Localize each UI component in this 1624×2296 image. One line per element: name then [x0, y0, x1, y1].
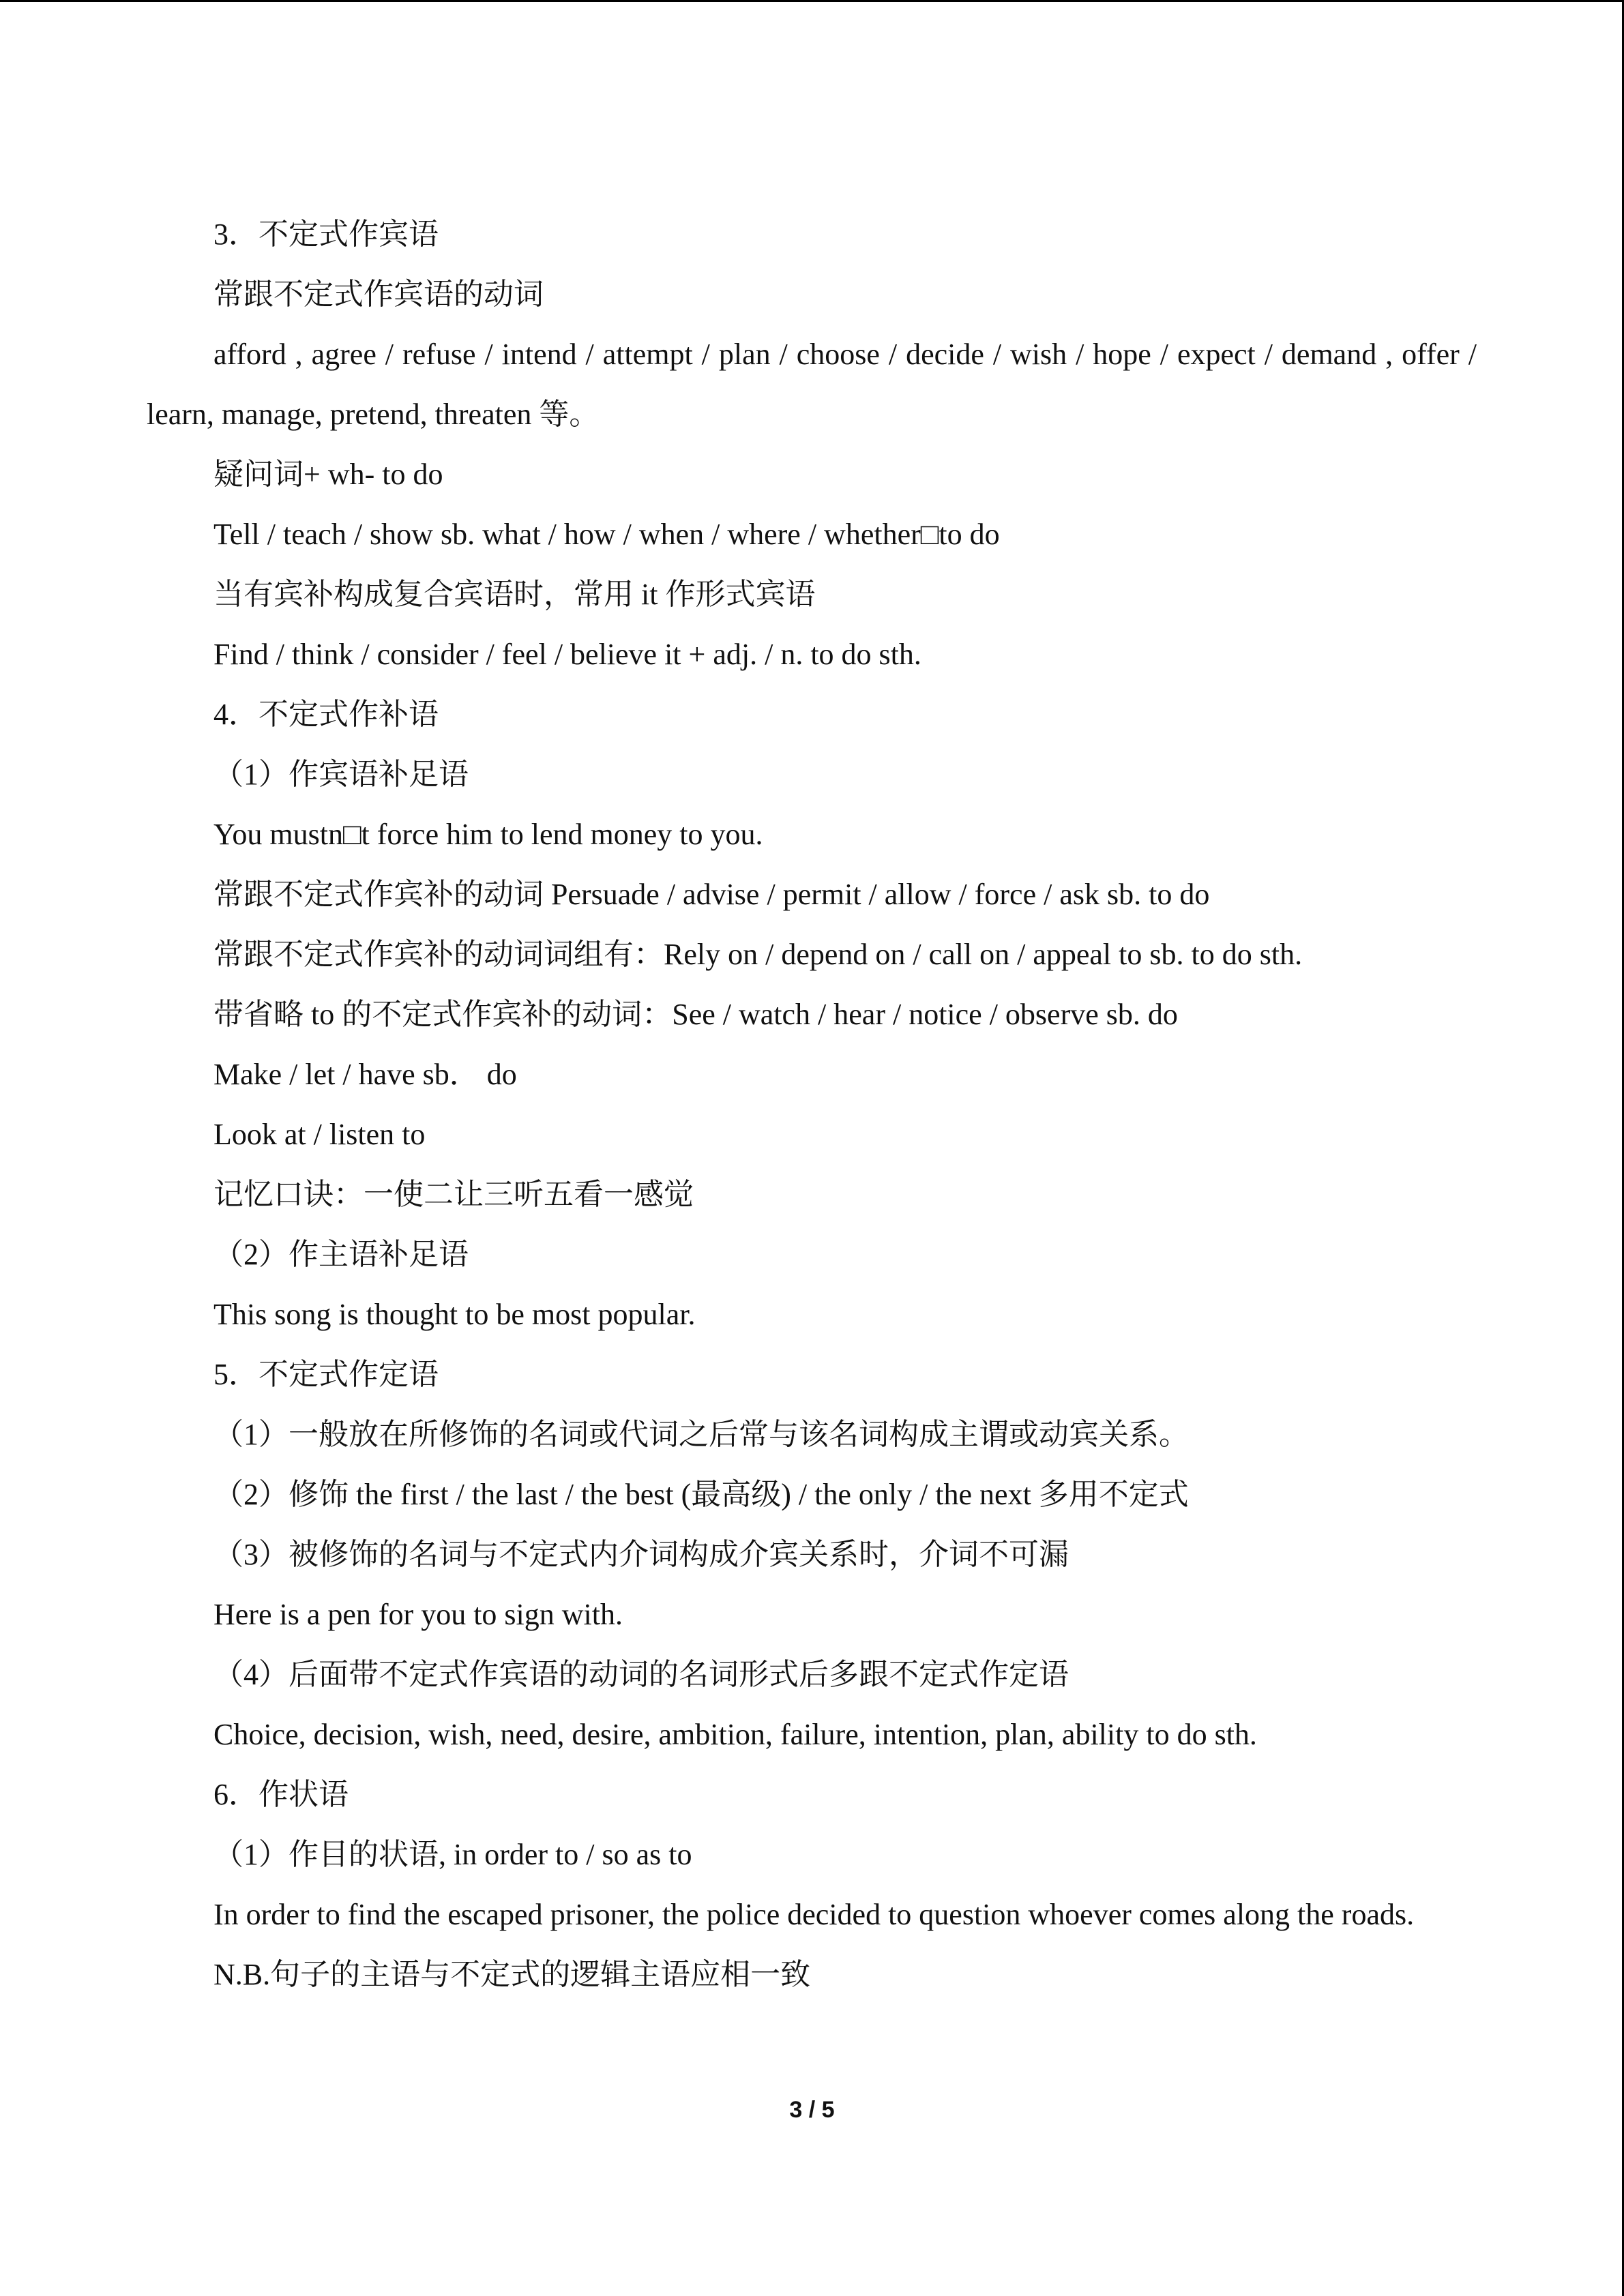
- subheading: （1）作宾语补足语: [213, 758, 469, 791]
- document-body: [147, 205, 1477, 2005]
- heading-infinitive-as-attribute: 5．不定式作定语: [213, 1358, 439, 1391]
- example-sentence: This song is thought to be most popular.: [213, 1298, 696, 1331]
- top-border-line: [0, 0, 1624, 2]
- heading-infinitive-as-adverbial: 6．作状语: [213, 1778, 349, 1811]
- subheading: （1）一般放在所修饰的名词或代词之后常与该名词构成主谓或动宾关系。: [213, 1418, 1189, 1451]
- subheading: （4）后面带不定式作宾语的动词的名词形式后多跟不定式作定语: [213, 1658, 1069, 1691]
- text-line: 当有宾补构成复合宾语时，常用 it 作形式宾语: [213, 578, 816, 611]
- subheading: （1）作目的状语, in order to / so as to: [213, 1838, 692, 1871]
- text-line: 疑问词+ wh- to do: [213, 458, 443, 491]
- text-line: 常跟不定式作宾语的动词: [213, 278, 544, 311]
- example-sentence: You mustn□t force him to lend money to you.: [213, 818, 763, 851]
- text-line: Look at / listen to: [213, 1118, 426, 1151]
- subheading: （3）被修饰的名词与不定式内介词构成介宾关系时，介词不可漏: [213, 1538, 1069, 1571]
- text-line: Make / let / have sb． do: [213, 1058, 517, 1091]
- subheading: （2）作主语补足语: [213, 1238, 469, 1271]
- page-number: 3 / 5: [789, 2097, 835, 2123]
- text-line: 常跟不定式作宾补的动词 Persuade / advise / permit / allow / force / ask sb. to do: [213, 878, 1210, 911]
- text-line: 带省略 to 的不定式作宾补的动词：See / watch / hear / notice / observe sb. do: [213, 998, 1178, 1031]
- text-line: 常跟不定式作宾补的动词词组有：Rely on / depend on / call on / appeal to sb. to do sth.: [213, 938, 1303, 971]
- heading-infinitive-as-complement: 4．不定式作补语: [213, 698, 439, 731]
- text-line: Choice, decision, wish, need, desire, ambition, failure, intention, plan, ability to do sth.: [213, 1718, 1257, 1751]
- mnemonic-line: 记忆口诀：一使二让三听五看一感觉: [213, 1178, 694, 1211]
- subheading: （2）修饰 the first / the last / the best (最高级) / the only / the next 多用不定式: [213, 1478, 1189, 1511]
- text-line: Find / think / consider / feel / believe it + adj. / n. to do sth.: [213, 638, 921, 671]
- example-paragraph: In order to find the escaped prisoner, the police decided to question whoever comes along the roads.: [213, 1898, 1415, 1931]
- text-line: Tell / teach / show sb. what / how / when / where / whether□to do: [213, 518, 1000, 551]
- note-line: N.B.句子的主语与不定式的逻辑主语应相一致: [213, 1958, 811, 1991]
- heading-infinitive-as-object: 3．不定式作宾语: [213, 218, 439, 251]
- example-sentence: Here is a pen for you to sign with.: [213, 1598, 623, 1631]
- verb-list-paragraph: afford , agree / refuse / intend / attempt / plan / choose / decide / wish / hope / expect / demand , offer / learn, manage, pretend, threaten 等。: [147, 338, 1477, 431]
